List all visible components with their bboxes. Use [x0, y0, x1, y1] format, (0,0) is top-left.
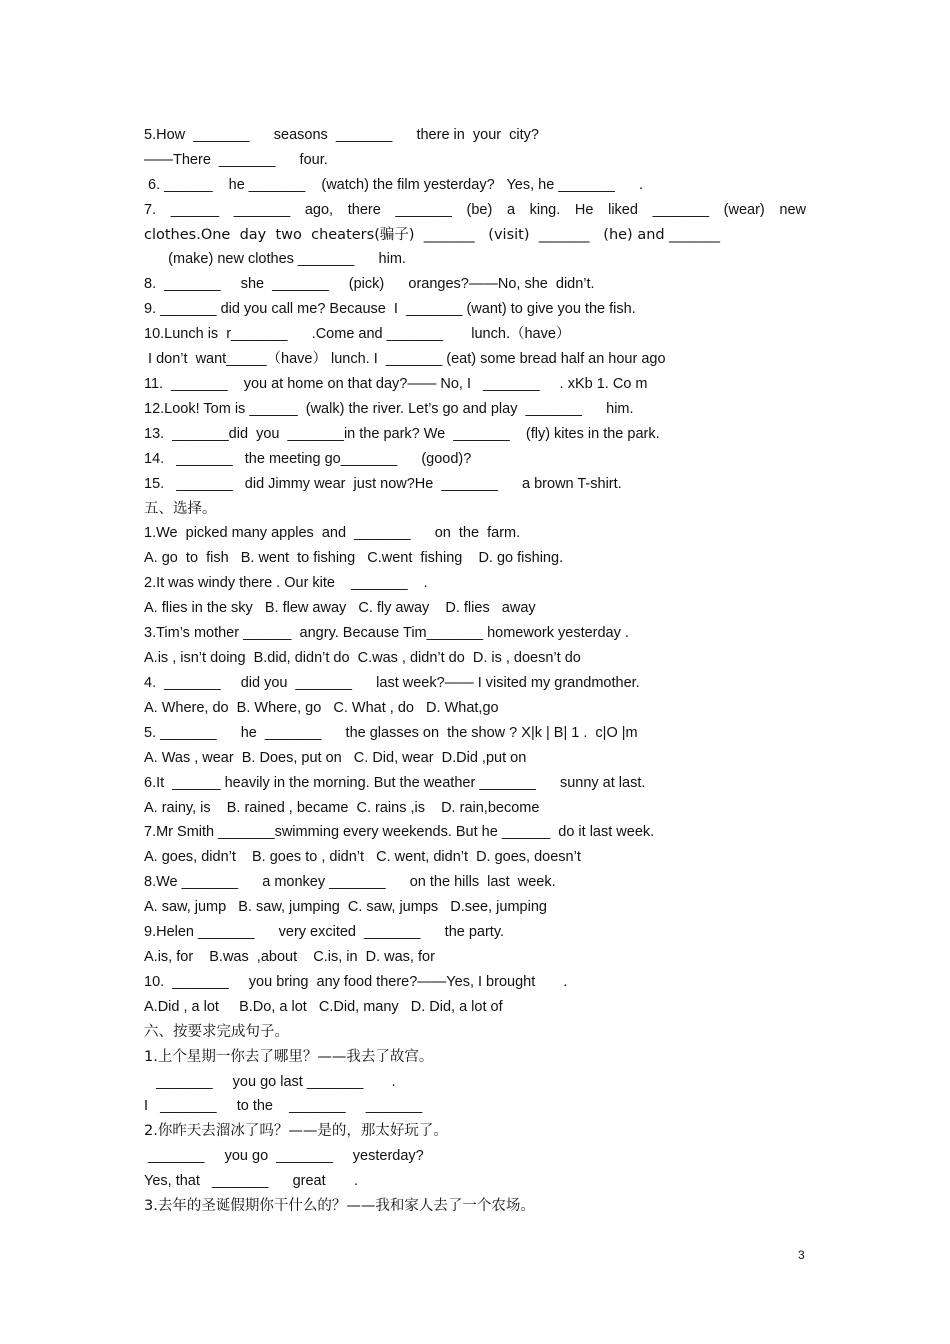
section-heading: 六、按要求完成句子。 — [144, 1024, 289, 1040]
question-line: 6. ______ he _______ (watch) the film yesterday? Yes, he _______ . — [144, 177, 643, 193]
question-line: 5.How _______ seasons _______ there in your city? — [144, 127, 539, 143]
question-line: 14. _______ the meeting go_______ (good)? — [144, 451, 472, 467]
question-line: 9. _______ did you call me? Because I _______ (want) to give you the fish. — [144, 301, 636, 317]
question-line: 10. _______ you bring any food there?——Yes, I brought . — [144, 974, 568, 990]
question-line: I don’t want_____（have） lunch. I _______ (eat) some bread half an hour ago — [144, 351, 666, 367]
question-line: (make) new clothes _______ him. — [144, 251, 406, 267]
answer-line: I _______ to the _______ _______ — [144, 1098, 423, 1114]
question-line: 13. _______did you _______in the park? We _______ (fly) kites in the park. — [144, 426, 660, 442]
question-line: 4. _______ did you _______ last week?—— I visited my grandmother. — [144, 675, 640, 691]
question-line: 6.It ______ heavily in the morning. But the weather _______ sunny at last. — [144, 775, 646, 791]
question-line: 3.去年的圣诞假期你干什么的？——我和家人去了一个农场。 — [144, 1198, 535, 1214]
answer-line: Yes, that _______ great . — [144, 1173, 358, 1189]
answer-line: _______ you go last _______ . — [144, 1074, 396, 1090]
option-line: A. flies in the sky B. flew away C. fly away D. flies away — [144, 600, 536, 616]
question-line: 3.Tim’s mother ______ angry. Because Tim_______ homework yesterday . — [144, 625, 629, 641]
option-line: A.Did , a lot B.Do, a lot C.Did, many D. Did, a lot of — [144, 999, 503, 1015]
option-line: A.is , isn’t doing B.did, didn’t do C.was , didn’t do D. is , doesn’t do — [144, 650, 581, 666]
option-line: A. goes, didn’t B. goes to , didn’t C. went, didn’t D. goes, doesn’t — [144, 849, 581, 865]
answer-line: _______ you go _______ yesterday? — [144, 1148, 424, 1164]
question-line: 10.Lunch is r_______ .Come and _______ lunch.（have） — [144, 326, 571, 342]
section-heading: 五、选择。 — [144, 501, 217, 517]
option-line: A. saw, jump B. saw, jumping C. saw, jumps D.see, jumping — [144, 899, 547, 915]
option-line: A. go to fish B. went to fishing C.went fishing D. go fishing. — [144, 550, 564, 566]
option-line: A. Where, do B. Where, go C. What , do D. What,go — [144, 700, 499, 716]
question-line: 7. ______ _______ ago, there _______ (be) a king. He liked _______ (wear) new — [144, 202, 806, 218]
page-number: 3 — [798, 1248, 805, 1262]
question-line: 15. _______ did Jimmy wear just now?He _______ a brown T-shirt. — [144, 476, 622, 492]
question-line: 1.We picked many apples and _______ on the farm. — [144, 525, 521, 541]
question-line: 11. _______ you at home on that day?—— No, I _______ . xKb 1. Co m — [144, 376, 648, 392]
option-line: A.is, for B.was ,about C.is, in D. was, for — [144, 949, 435, 965]
question-line: 8.We _______ a monkey _______ on the hills last week. — [144, 874, 556, 890]
question-line: clothes.One day two cheaters(骗子) _______ (visit) _______ (he) and _______ — [144, 227, 720, 243]
question-line: ——There _______ four. — [144, 152, 328, 168]
question-line: 2.你昨天去溜冰了吗？——是的，那太好玩了。 — [144, 1123, 448, 1139]
question-line: 1.上个星期一你去了哪里？——我去了故宫。 — [144, 1049, 434, 1065]
question-line: 7.Mr Smith _______swimming every weekends. But he ______ do it last week. — [144, 824, 655, 840]
option-line: A. rainy, is B. rained , became C. rains ,is D. rain,become — [144, 800, 540, 816]
question-line: 5. _______ he _______ the glasses on the show ? X|k | B| 1 . c|O |m — [144, 725, 638, 741]
question-line: 12.Look! Tom is ______ (walk) the river. Let’s go and play _______ him. — [144, 401, 634, 417]
question-line: 8. _______ she _______ (pick) oranges?——No, she didn’t. — [144, 276, 595, 292]
question-line: 9.Helen _______ very excited _______ the party. — [144, 924, 505, 940]
question-line: 2.It was windy there . Our kite _______ . — [144, 575, 428, 591]
option-line: A. Was , wear B. Does, put on C. Did, wear D.Did ,put on — [144, 750, 527, 766]
